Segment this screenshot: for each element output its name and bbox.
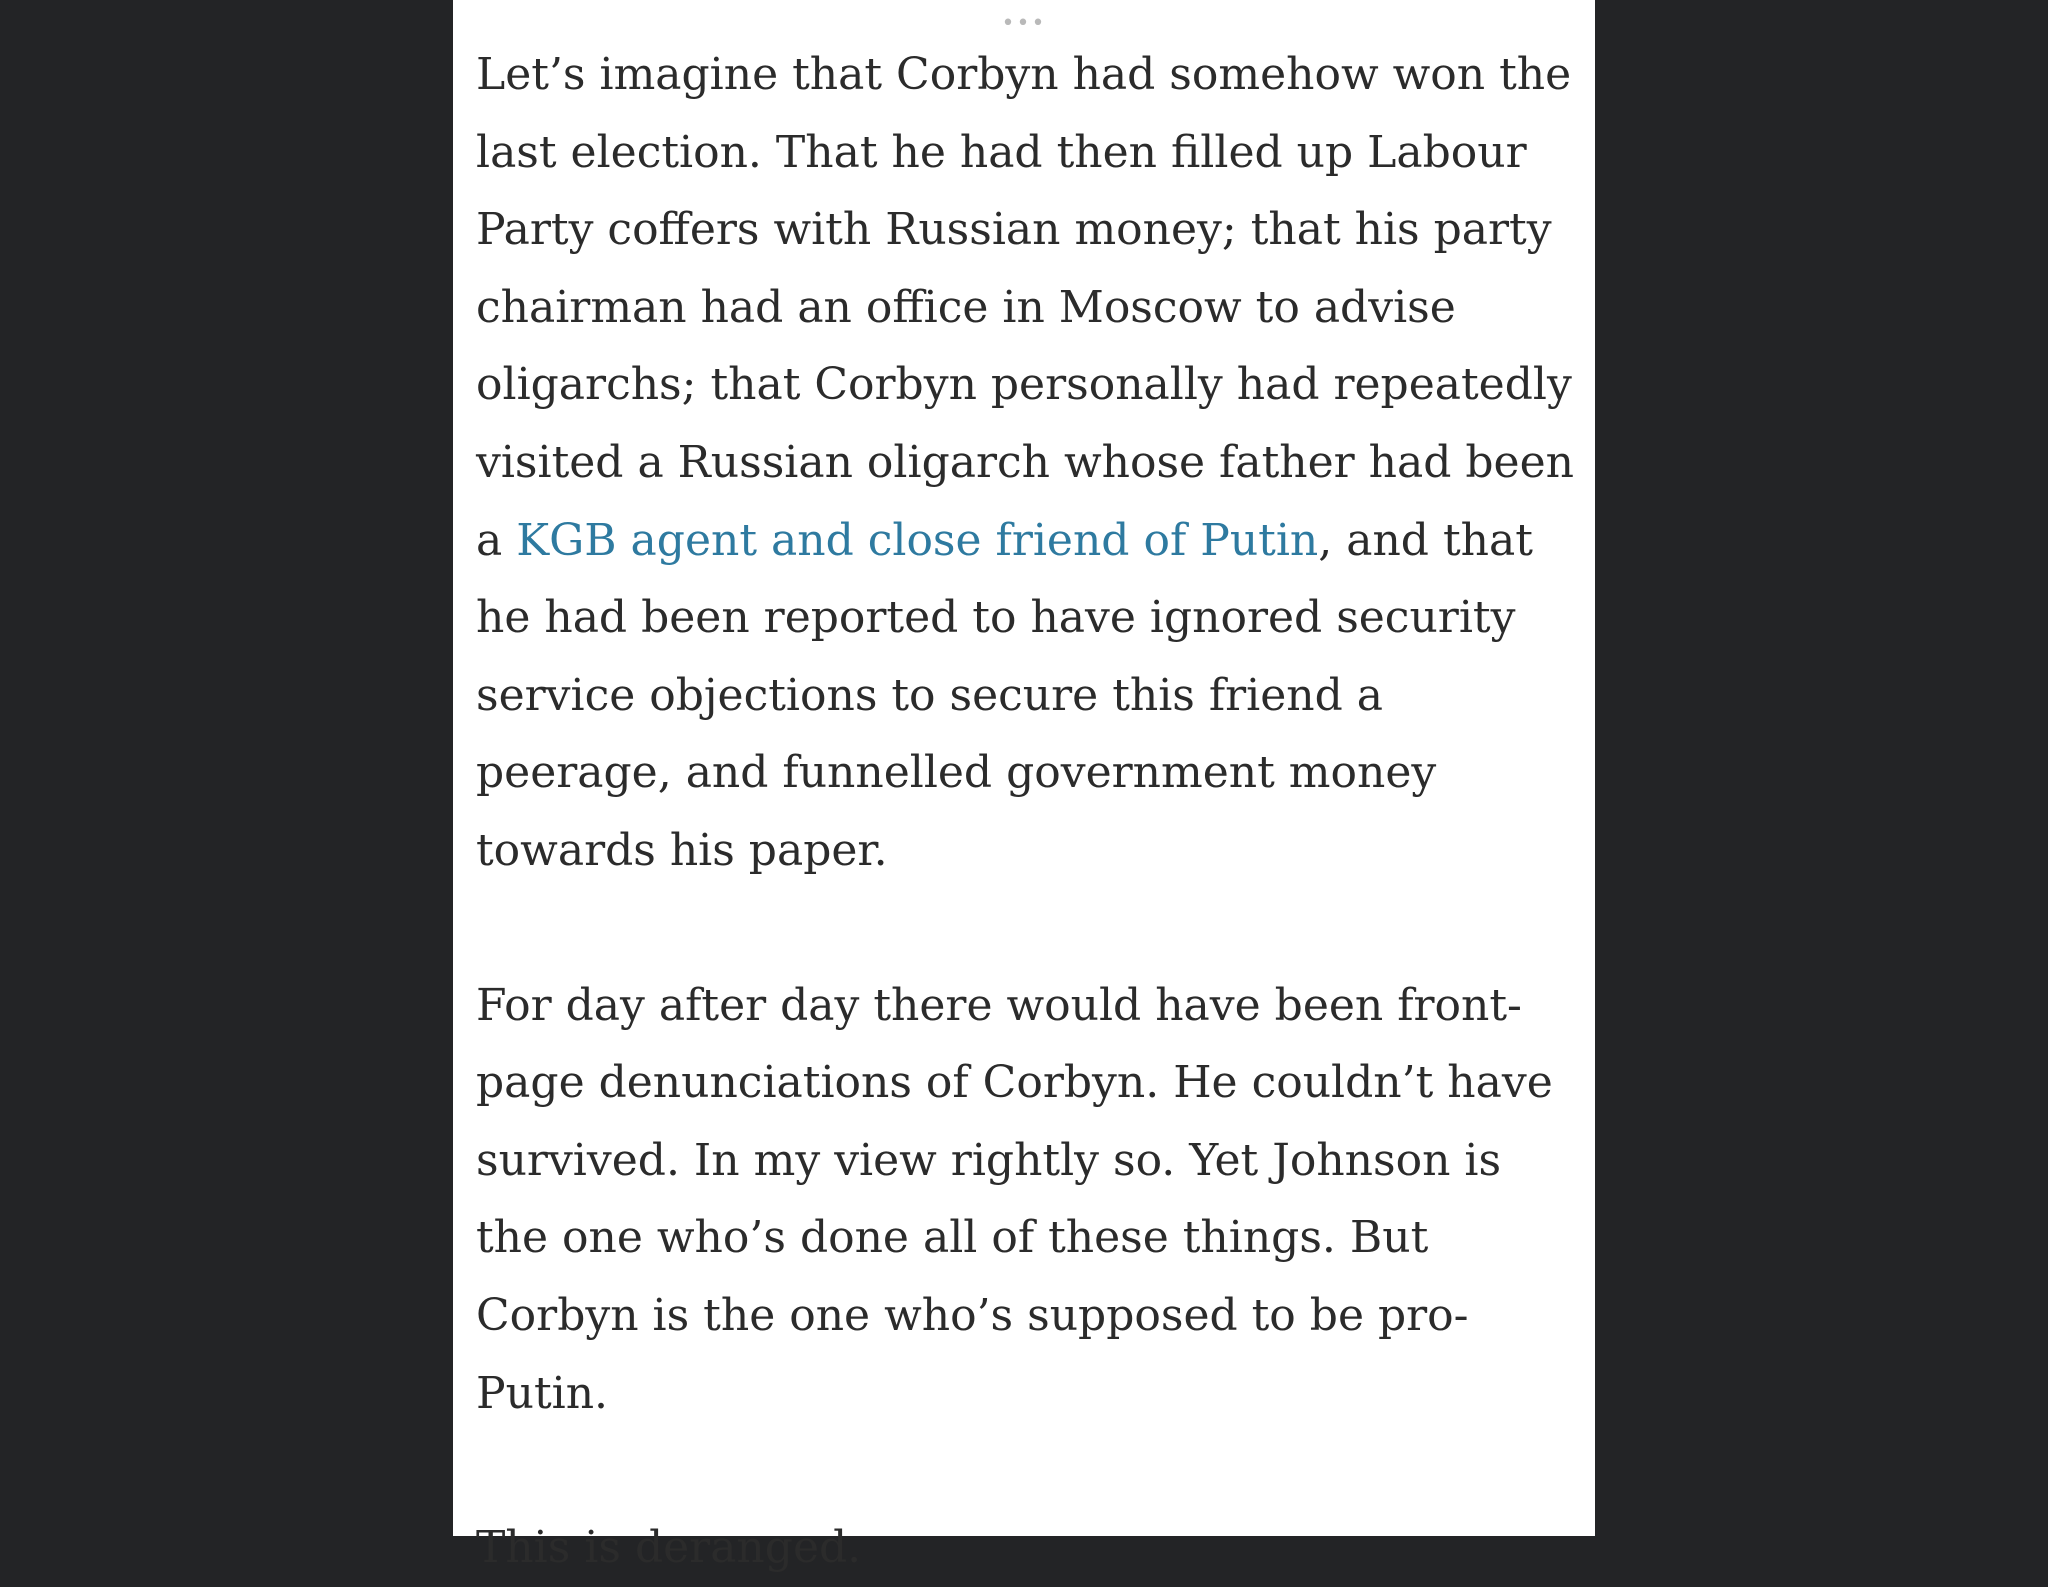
paragraph-2: For day after day there would have been front-page denunciations of Corbyn. He couldn’t have survived. In my view rightly so. Yet Johnson is the one who’s done all of these things. But Corbyn is the one who’s supposed to be pro-Putin. bbox=[476, 979, 1553, 1419]
paragraph-1 bbox=[476, 36, 1584, 890]
paragraph-1-text-start: Let’s imagine that Corbyn had somehow won the last election. That he had then filled up Labour Party coffers with Russian money; that his party chairman had an office in Moscow to advise oligarchs; that Corbyn personally had repeatedly visited a Russian oligarch whose father had been a bbox=[476, 49, 1574, 566]
kgb-agent-link[interactable]: KGB agent and close friend of Putin bbox=[516, 514, 1319, 566]
paragraph-1-text-end: , and that he had been reported to have ignored security service objections to secure this friend a peerage, and funnelled government money towards his paper. bbox=[476, 514, 1533, 876]
article-body bbox=[476, 36, 1584, 1587]
article-page bbox=[453, 0, 1595, 1574]
more-options-icon[interactable]: ••• bbox=[1001, 11, 1047, 36]
paragraph-3: This is deranged. bbox=[476, 1522, 862, 1574]
